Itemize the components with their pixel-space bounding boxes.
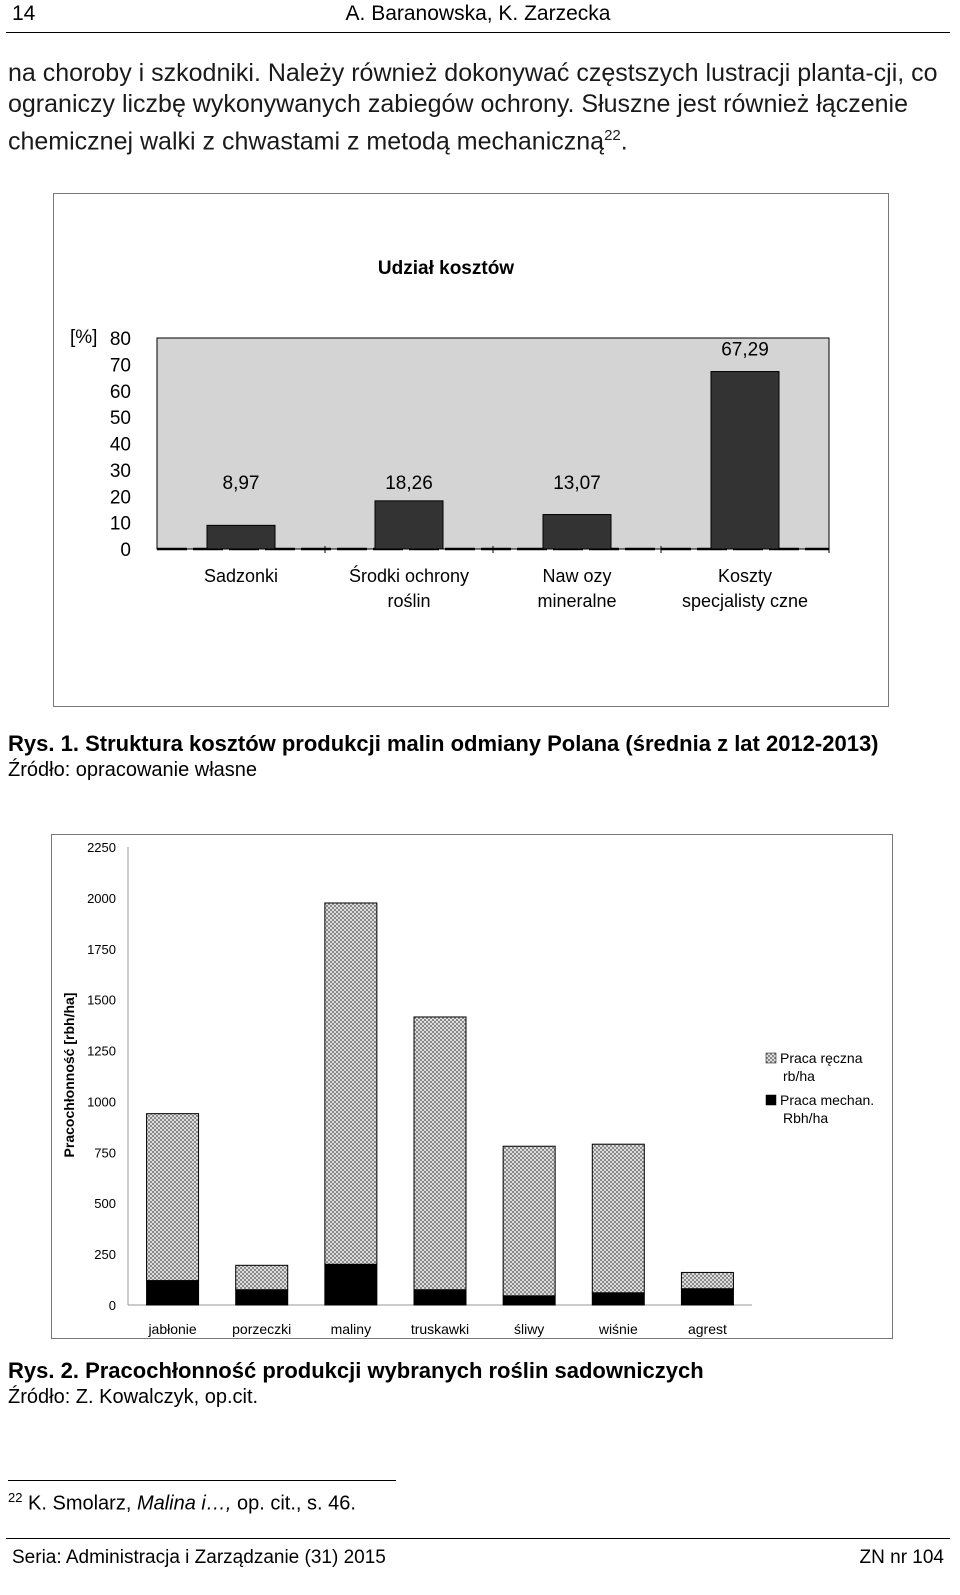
figure2-caption (8, 1358, 704, 1384)
chart1-y-tick: 70 (109, 355, 131, 377)
chart2-bar-manual (681, 1272, 733, 1288)
footnote-rest: op. cit., s. 46. (237, 1492, 356, 1515)
paragraph-text: na choroby i szkodniki. Należy również dokonywać częstszych lustracji planta-cji, co ograniczy liczbę wykonywanych zabiegów ochrony. Słuszne jest również łączenie chemicznej walki z chwastami z metodą mechaniczną (8, 59, 938, 156)
page-number: 14 (12, 2, 36, 25)
chart1-x-tick-label (682, 566, 808, 611)
footnote-author: K. Smolarz, (28, 1492, 132, 1515)
chart2-x-tick-label: maliny (330, 1321, 372, 1337)
paragraph-end: . (620, 127, 628, 156)
chart2-bar-manual (236, 1265, 288, 1289)
chart1-y-tick: 40 (109, 434, 131, 456)
chart2-y-tick: 1250 (87, 1043, 116, 1059)
figure1-source: Źródło: opracowanie własne (8, 759, 258, 781)
chart1-y-tick: 80 (109, 329, 131, 350)
running-footer (6, 1538, 950, 1568)
chart2-legend-line: Rbh/ha (783, 1110, 829, 1126)
chart1-y-tick: 10 (109, 513, 131, 535)
chart2-y-axis-label: Pracochłonność [rbh/ha] (61, 992, 77, 1158)
chart2-bar-mechanical (147, 1281, 199, 1305)
chart2-legend-line: rb/ha (783, 1068, 815, 1084)
chart2-bar-mechanical (325, 1264, 377, 1305)
chart2-bar-mechanical (236, 1290, 288, 1305)
chart1-x-tick-label (204, 566, 278, 586)
running-header (6, 0, 950, 33)
footnote-rule (8, 1480, 396, 1481)
chart2-x-tick-label: jabłonie (148, 1321, 197, 1337)
chart2-bar-mechanical (681, 1289, 733, 1305)
chart2-legend-label-mechanical (780, 1092, 874, 1126)
chart1-x-tick-line: Naw ozy (542, 566, 612, 586)
chart2-y-tick: 1750 (87, 941, 116, 957)
labor-intensity-chart (52, 835, 892, 1338)
footnote-reference: 22 (604, 127, 621, 144)
figure2-caption-label: Rys. 2. (8, 1358, 79, 1383)
chart1-data-label: 18,26 (385, 473, 433, 494)
chart2-x-tick-label: śliwy (513, 1321, 545, 1337)
running-header-authors: A. Baranowska, K. Zarzecka (345, 2, 611, 25)
chart2-bar-manual (147, 1114, 199, 1281)
chart2-legend-swatch-manual (766, 1053, 776, 1063)
chart1-x-tick-line: Środki ochrony (348, 566, 470, 586)
chart1-y-unit: [%] (70, 327, 98, 348)
footnote (8, 1490, 356, 1516)
chart2-bar-mechanical (414, 1290, 466, 1305)
figure2-caption-text: Pracochłonność produkcji wybranych roślin sadowniczych (85, 1358, 704, 1383)
chart2-y-tick: 250 (94, 1247, 116, 1263)
chart2-y-tick: 1000 (87, 1094, 116, 1110)
footnote-title: Malina i…, (136, 1492, 232, 1515)
chart1-y-tick: 30 (109, 460, 131, 482)
chart1-bar (543, 515, 611, 549)
chart1-x-tick-line: specjalisty czne (681, 591, 809, 611)
chart2-bar-mechanical (503, 1296, 555, 1305)
figure1-chart-frame (53, 193, 889, 707)
chart1-data-label: 8,97 (222, 473, 260, 494)
chart1-y-tick: 0 (120, 540, 131, 561)
chart2-bar-mechanical (592, 1293, 644, 1305)
chart1-bar (711, 372, 779, 549)
chart2-x-tick-label: wiśnie (598, 1321, 638, 1337)
footnote-number: 22 (8, 1490, 23, 1505)
chart1-data-label: 13,07 (553, 473, 601, 494)
figure1-caption-label: Rys. 1. (8, 731, 79, 756)
chart1-bar (207, 525, 275, 549)
chart1-data-label: 67,29 (721, 339, 769, 361)
cost-structure-chart (54, 194, 888, 706)
chart2-legend-line: Praca ręczna (780, 1050, 863, 1066)
chart1-x-tick-label (537, 566, 616, 611)
figure1-caption (8, 731, 879, 757)
chart2-bar-manual (325, 903, 377, 1264)
chart1-y-tick: 60 (109, 381, 131, 403)
chart1-x-tick-line: mineralne (537, 591, 617, 611)
chart1-x-tick-line: roślin (387, 591, 431, 611)
chart1-y-tick: 20 (109, 487, 131, 509)
chart2-bar-manual (592, 1144, 644, 1293)
chart2-y-tick: 0 (108, 1298, 116, 1313)
chart2-y-tick: 2000 (87, 890, 116, 906)
chart2-x-tick-label: agrest (687, 1321, 727, 1337)
footer-series: Seria: Administracja i Zarządzanie (31) 2015 (12, 1547, 386, 1568)
chart1-x-tick-line: Koszty (717, 566, 773, 586)
chart2-x-tick-label: truskawki (410, 1321, 470, 1337)
figure2-chart-frame (51, 834, 893, 1339)
chart1-x-tick-label (349, 565, 469, 611)
footer-issue: ZN nr 104 (859, 1547, 944, 1568)
chart1-bar (375, 501, 443, 549)
chart2-y-tick: 500 (94, 1196, 116, 1212)
chart2-bar-manual (503, 1146, 555, 1296)
chart1-x-tick-line: Sadzonki (203, 566, 279, 586)
chart2-legend-swatch-mechanical (766, 1095, 776, 1105)
chart2-y-tick: 2250 (87, 840, 116, 855)
chart1-y-tick: 50 (109, 408, 131, 430)
chart2-legend-line: Praca mechan. (780, 1092, 875, 1108)
chart2-y-tick: 1500 (87, 992, 116, 1008)
chart2-x-tick-label: porzeczki (232, 1321, 292, 1337)
chart2-y-tick: 750 (94, 1145, 116, 1161)
figure2-source: Źródło: Z. Kowalczyk, op.cit. (8, 1386, 259, 1408)
chart2-bar-manual (414, 1017, 466, 1290)
chart1-title: Udział kosztów (377, 258, 515, 279)
body-paragraph (8, 58, 948, 157)
chart2-legend-label-manual (780, 1050, 863, 1084)
figure1-caption-text: Struktura kosztów produkcji malin odmiany Polana (średnia z lat 2012-2013) (85, 731, 879, 756)
